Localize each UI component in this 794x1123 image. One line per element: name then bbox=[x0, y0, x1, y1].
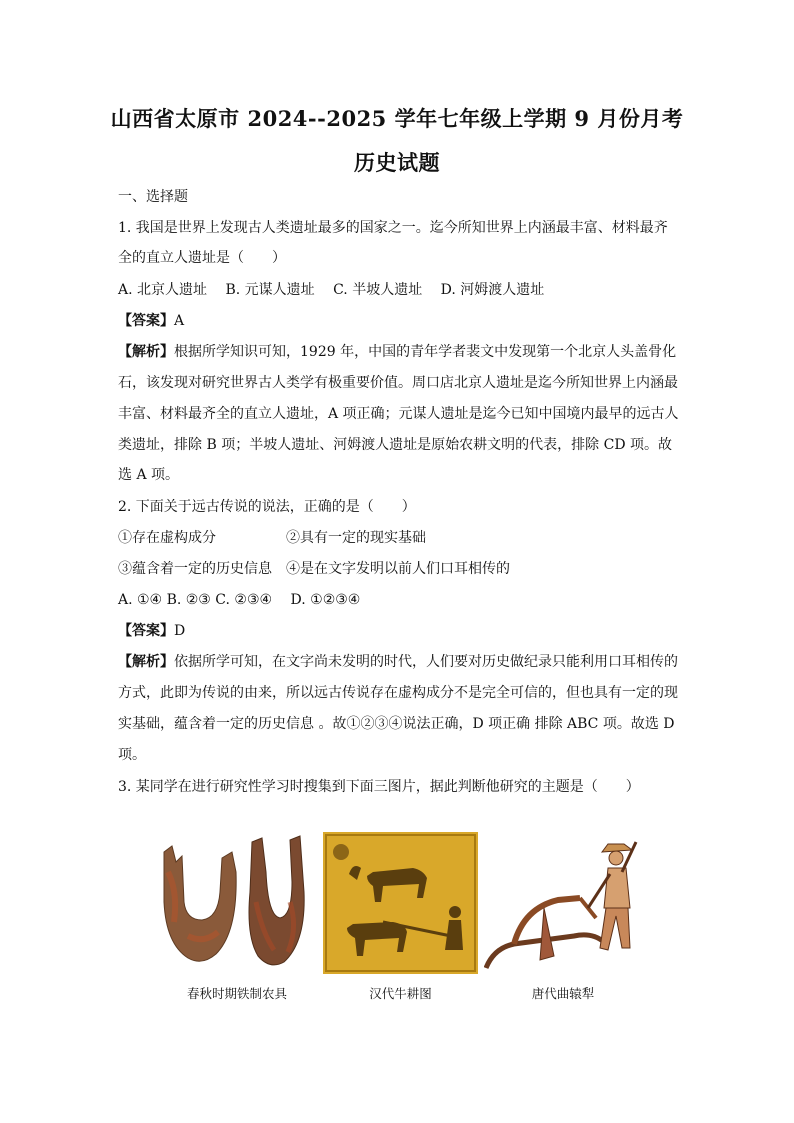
iron-tools-image bbox=[158, 832, 316, 972]
analysis-text: 根据所学知识可知，1929 年，中国的青年学者裴文中发现第一个北京人头盖骨化 bbox=[174, 344, 677, 360]
q1-options: A. 北京人遗址 B. 元谋人遗址 C. 半坡人遗址 D. 河姆渡人遗址 bbox=[118, 282, 545, 298]
q2-analysis-line2: 方式，此即为传说的由来，所以远古传说存在虚构成分不是完全可信的，但也具有一定的现 bbox=[118, 685, 678, 701]
q1-answer bbox=[118, 311, 678, 331]
q2-analysis-line3: 实基础，蕴含着一定的历史信息 。故①②③④说法正确，D 项正确 排除 ABC 项。故选 D bbox=[118, 716, 675, 732]
q1-analysis-line3: 丰富、材料最齐全的直立人遗址，A 项正确；元谋人遗址是迄今已知中国境内最早的远古人 bbox=[118, 406, 679, 422]
q1-stem-line1: 1. 我国是世界上发现古人类遗址最多的国家之一。迄今所知世界上内涵最丰富、材料最齐 bbox=[118, 220, 668, 236]
analysis-tag: 【解析】 bbox=[118, 344, 174, 360]
caption-ox-plowing: 汉代牛耕图 bbox=[369, 986, 432, 1001]
caption-curved-plow: 唐代曲辕犁 bbox=[531, 986, 595, 1001]
q2-analysis-line1 bbox=[118, 652, 678, 672]
caption-iron-tools: 春秋时期铁制农具 bbox=[186, 986, 287, 1001]
answer-tag: 【答案】 bbox=[118, 313, 174, 329]
q2-statements-line2: ③蕴含着一定的历史信息 ④是在文字发明以前人们口耳相传的 bbox=[118, 561, 510, 577]
analysis-text: 依据所学可知，在文字尚未发明的时代，人们要对历史做纪录只能利用口耳相传的 bbox=[174, 654, 678, 670]
q1-stem-line2: 全的直立人遗址是（ ） bbox=[118, 250, 286, 266]
q1-analysis-line2: 石，该发现对研究世界古人类学有极重要价值。周口店北京人遗址是迄今所知世界上内涵最 bbox=[118, 375, 678, 391]
q2-stem: 2. 下面关于远古传说的说法，正确的是（ ） bbox=[118, 499, 416, 515]
q3-stem: 3. 某同学在进行研究性学习时搜集到下面三图片，据此判断他研究的主题是（ ） bbox=[118, 779, 640, 795]
page-title: 山西省太原市 2024--2025 学年七年级上学期 9 月份月考 bbox=[110, 106, 684, 131]
q2-analysis-line4: 项。 bbox=[118, 747, 146, 763]
q2-answer bbox=[118, 621, 678, 641]
page-subtitle: 历史试题 bbox=[354, 150, 440, 175]
ox-plowing-image bbox=[323, 832, 478, 974]
q1-analysis-line4: 类遗址，排除 B 项；半坡人遗址、河姆渡人遗址是原始农耕文明的代表，排除 CD 项。故 bbox=[118, 437, 673, 453]
q2-options: A. ①④ B. ②③ C. ②③④ D. ①②③④ bbox=[118, 592, 361, 608]
answer-value: D bbox=[174, 623, 186, 639]
q1-analysis-line1 bbox=[118, 342, 678, 362]
q1-analysis-line5: 选 A 项。 bbox=[118, 467, 180, 483]
section-heading: 一、选择题 bbox=[118, 189, 188, 205]
analysis-tag: 【解析】 bbox=[118, 654, 174, 670]
answer-tag: 【答案】 bbox=[118, 623, 174, 639]
answer-value: A bbox=[174, 313, 185, 329]
q2-statements-line1: ①存在虚构成分 ②具有一定的现实基础 bbox=[118, 530, 426, 546]
curved-plow-image bbox=[484, 838, 642, 974]
